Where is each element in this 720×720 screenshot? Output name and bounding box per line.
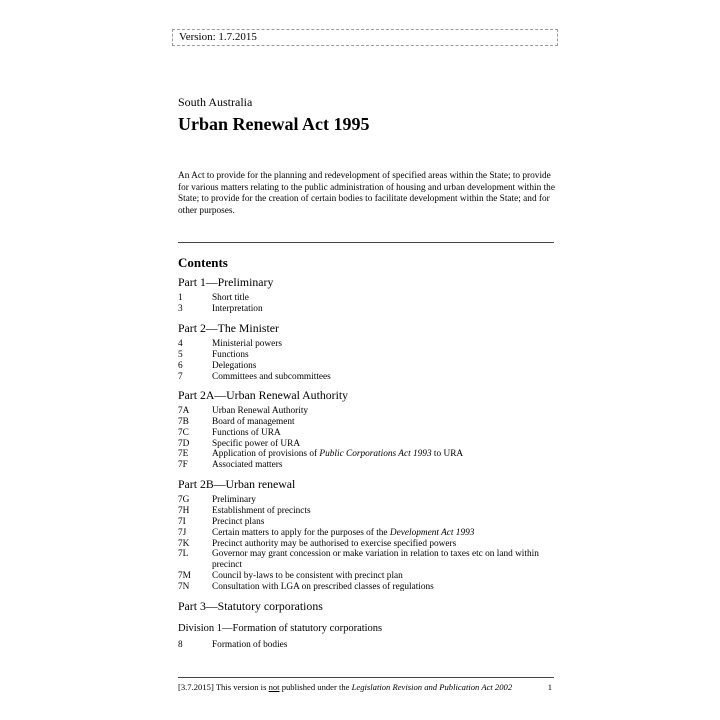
page-number: 1 <box>547 682 552 692</box>
section-number: 7 <box>178 372 183 382</box>
part-heading: Part 3—Statutory corporations <box>178 599 323 613</box>
section-title: Formation of bodies <box>212 640 288 650</box>
section-number: 3 <box>178 304 183 314</box>
part-heading: Part 1—Preliminary <box>178 275 274 289</box>
section-title: Precinct authority may be authorised to exercise specified powers <box>212 539 457 549</box>
footer-note: This version is not published under the Legislation Revision and Publication Act 2002 <box>215 682 513 692</box>
section-number: 7J <box>178 528 187 538</box>
section-number: 6 <box>178 361 183 371</box>
section-number: 7M <box>178 571 191 581</box>
section-title: Functions of URA <box>212 428 281 438</box>
section-number: 7L <box>178 549 189 559</box>
section-title: Establishment of precincts <box>212 506 311 516</box>
long-title: An Act to provide for the planning and redevelopment of specified areas within the State; to provide for various matters relating to the public administration of housing and urban development within the State; to provide for the creation of certain bodies to facilitate development within the State; and for other purposes. <box>178 171 555 216</box>
section-title: Associated matters <box>212 460 283 470</box>
section-number: 8 <box>178 640 183 650</box>
section-number: 7B <box>178 417 189 427</box>
section-title: Council by-laws to be consistent with precinct plan <box>212 571 403 581</box>
section-number: 5 <box>178 350 183 360</box>
section-title: Consultation with LGA on prescribed classes of regulations <box>212 582 434 592</box>
page-footer <box>178 682 554 692</box>
section-title: Governor may grant concession or make variation in relation to taxes etc on land within precinct <box>212 549 539 570</box>
section-title: Specific power of URA <box>212 439 301 449</box>
footer-date: [3.7.2015] <box>178 682 214 692</box>
section-title: Precinct plans <box>212 517 265 527</box>
section-number: 7K <box>178 539 190 549</box>
section-title: Board of management <box>212 417 295 427</box>
footer-divider <box>178 677 554 678</box>
division-heading: Division 1—Formation of statutory corporations <box>178 623 383 634</box>
section-number: 7C <box>178 428 189 438</box>
section-number: 7F <box>178 460 188 470</box>
section-title: Short title <box>212 293 249 303</box>
act-title: Urban Renewal Act 1995 <box>178 114 370 134</box>
section-number: 4 <box>178 339 183 349</box>
section-title: Functions <box>212 350 249 360</box>
section-title: Certain matters to apply for the purposes of the Development Act 1993 <box>212 528 475 538</box>
section-title: Ministerial powers <box>212 339 282 349</box>
section-title: Urban Renewal Authority <box>212 406 309 416</box>
act-citation: Public Corporations Act 1993 <box>319 449 432 459</box>
part-heading: Part 2—The Minister <box>178 321 279 335</box>
section-number: 7A <box>178 406 190 416</box>
section-title: Application of provisions of Public Corporations Act 1993 to URA <box>212 449 464 459</box>
section-number: 1 <box>178 293 183 303</box>
divider <box>178 242 554 243</box>
section-number: 7I <box>178 517 186 527</box>
section-title: Committees and subcommittees <box>212 372 331 382</box>
part-heading: Part 2A—Urban Renewal Authority <box>178 388 349 402</box>
section-number: 7E <box>178 449 189 459</box>
contents-heading: Contents <box>178 255 228 270</box>
part-heading: Part 2B—Urban renewal <box>178 477 296 491</box>
section-number: 7D <box>178 439 190 449</box>
jurisdiction: South Australia <box>178 95 253 109</box>
section-number: 7H <box>178 506 190 516</box>
version-label: Version: 1.7.2015 <box>179 31 257 43</box>
version-box <box>172 29 558 46</box>
section-title: Preliminary <box>212 495 256 505</box>
section-number: 7G <box>178 495 190 505</box>
section-number: 7N <box>178 582 190 592</box>
section-title: Delegations <box>212 361 257 371</box>
section-title: Interpretation <box>212 304 263 314</box>
act-citation: Development Act 1993 <box>389 528 475 538</box>
